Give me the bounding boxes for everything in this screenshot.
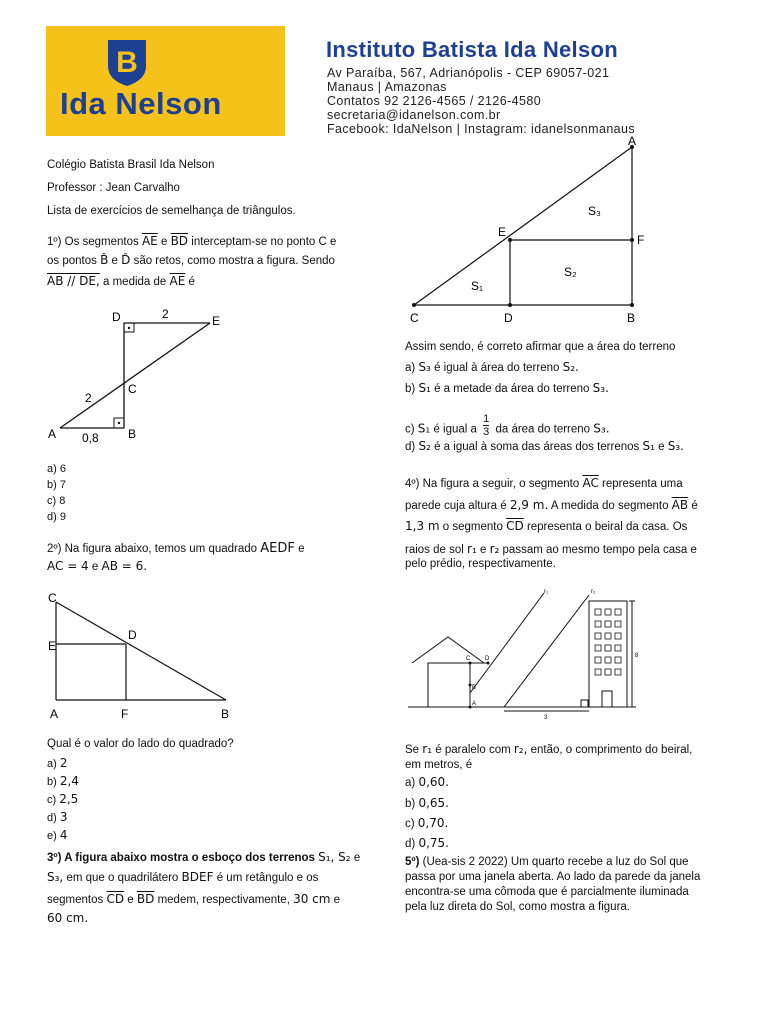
- q5-line2: passa por uma janela aberta. Ao lado da parede da janela: [405, 871, 701, 883]
- q3-line4: 60 cm.: [47, 911, 89, 925]
- q1-option-c: c) 8: [47, 495, 66, 507]
- q2-option-e: e) 4: [47, 828, 68, 842]
- q4-label-B: B: [472, 685, 477, 691]
- q4-line1: 4º) Na figura a seguir, o segmento $\overline{AC}$ representa uma: [405, 476, 683, 490]
- q3-fraction: $\frac{1}{3}$: [483, 413, 490, 438]
- q1-line2: os pontos B̂ e D̂ são retos, como mostra a figura. Sendo: [47, 253, 335, 267]
- q3-option-d: d) S₂ é a igual à soma das áreas dos terrenos S₁ e S₃.: [405, 439, 684, 453]
- q2-figure: [40, 588, 240, 723]
- q4-se-line1: Se r₁ é paralelo com r₂, então, o comprimento do beiral,: [405, 742, 693, 756]
- q3-label-D: D: [504, 311, 513, 325]
- q1-label-D: D: [112, 310, 121, 324]
- q4-line3: 1,3 m o segmento $\overline{CD}$ representa o beiral da casa. Os: [405, 519, 688, 533]
- logo-shield-icon: [104, 36, 150, 88]
- q1-figure: [40, 305, 240, 450]
- q2-option-a: a) 2: [47, 756, 68, 770]
- q4-se-line2: em metros, é: [405, 759, 473, 771]
- q5-line3: encontra-se uma cômoda que é parcialmente iluminada: [405, 886, 689, 898]
- q3-label-S3: S₃: [588, 204, 601, 218]
- q4-option-a: a) 0,60.: [405, 775, 449, 789]
- q1-label-C: C: [128, 382, 137, 396]
- q2-label-B: B: [221, 707, 230, 721]
- institute-email: secretaria@idanelson.com.br: [327, 108, 501, 122]
- q3-assim: Assim sendo, é correto afirmar que a área do terreno: [405, 341, 676, 353]
- q3-label-C: C: [410, 311, 419, 325]
- q4-label-r2: r₂: [591, 589, 596, 595]
- q4-label-3: 3: [544, 715, 548, 721]
- q3-line2: S₃, em que o quadrilátero BDEF é um retângulo e os: [47, 870, 319, 884]
- q3-figure: [400, 135, 668, 325]
- q4-label-8: 8: [635, 653, 639, 659]
- school-name: Colégio Batista Brasil Ida Nelson: [47, 159, 215, 171]
- q1-label-AB: 0,8: [82, 431, 99, 445]
- q1-option-d: d) 9: [47, 511, 66, 523]
- institute-social: Facebook: IdaNelson | Instagram: idanelsonmanaus: [327, 122, 636, 136]
- q3-line1: 3º) A figura abaixo mostra o esboço dos terrenos S₁, S₂ e: [47, 850, 361, 864]
- teacher-name: Professor : Jean Carvalho: [47, 182, 180, 194]
- q1-option-a: a) 6: [47, 463, 66, 475]
- logo-letter: B: [116, 46, 138, 79]
- institute-address: Av Paraíba, 567, Adrianópolis - CEP 69057-021: [327, 66, 610, 80]
- q3-option-c: c) S₁ é igual a $\frac{1}{3}$ da área do terreno S₃.: [405, 413, 610, 438]
- q3-label-S2: S₂: [564, 265, 577, 279]
- q2-label-A: A: [50, 707, 59, 721]
- q2-line2: AC = 4 e AB = 6.: [47, 559, 148, 573]
- q4-option-b: b) 0,65.: [405, 796, 449, 810]
- q2-label-D: D: [128, 628, 137, 642]
- q5-line1: 5º) (Uea-sis 2 2022) Um quarto recebe a luz do Sol que: [405, 856, 689, 868]
- q5-line4: pela luz direta do Sol, como mostra a figura.: [405, 901, 631, 913]
- q1-line1: 1º) Os segmentos $\overline{AE}$ e $\overline{BD}$ interceptam-se no ponto C e: [47, 234, 337, 248]
- q4-line2: parede cuja altura é 2,9 m. A medida do segmento $\overline{AB}$ é: [405, 498, 698, 512]
- q4-line4: raios de sol r₁ e r₂ passam ao mesmo tempo pela casa e: [405, 542, 697, 556]
- q4-label-C: C: [466, 656, 471, 662]
- q3-line3: segmentos $\overline{CD}$ e $\overline{BD}$ medem, respectivamente, 30 cm e: [47, 892, 341, 906]
- q1-label-AC: 2: [85, 391, 92, 405]
- list-title: Lista de exercícios de semelhança de triângulos.: [47, 205, 296, 217]
- q4-label-r1: r₁: [544, 589, 549, 595]
- q1-option-b: b) 7: [47, 479, 66, 491]
- q4-label-A: A: [472, 701, 477, 707]
- q1-line3: AB // DE, a medida de $\overline{AE}$ é: [47, 274, 195, 288]
- q2-label-C: C: [48, 591, 57, 605]
- q4-figure: [404, 585, 654, 725]
- q3-label-B: B: [627, 311, 636, 325]
- q4-option-d: d) 0,75.: [405, 836, 449, 850]
- q3-label-S1: S₁: [471, 279, 484, 293]
- q3-label-E: E: [498, 225, 507, 239]
- q2-line1: 2º) Na figura abaixo, temos um quadrado AEDF e: [47, 541, 305, 556]
- q1-label-DE: 2: [162, 307, 169, 321]
- institute-contacts: Contatos 92 2126-4565 / 2126-4580: [327, 94, 542, 108]
- q3-label-A: A: [628, 135, 637, 148]
- q4-line5: pelo prédio, respectivamente.: [405, 558, 556, 570]
- q1-label-E: E: [212, 314, 221, 328]
- q2-question: Qual é o valor do lado do quadrado?: [47, 738, 234, 750]
- q2-option-d: d) 3: [47, 810, 68, 824]
- q2-label-F: F: [121, 707, 129, 721]
- logo-text: Ida Nelson: [60, 86, 222, 121]
- q3-option-b: b) S₁ é a metade da área do terreno S₃.: [405, 381, 609, 395]
- q2-option-b: b) 2,4: [47, 774, 79, 788]
- q4-label-D: D: [485, 656, 490, 662]
- q2-label-E: E: [48, 639, 57, 653]
- institute-city: Manaus | Amazonas: [327, 80, 447, 94]
- q1-label-B: B: [128, 427, 137, 441]
- q3-label-F: F: [637, 233, 645, 247]
- q2-option-c: c) 2,5: [47, 792, 79, 806]
- q3-option-a: a) S₃ é igual à área do terreno S₂.: [405, 360, 579, 374]
- q4-option-c: c) 0,70.: [405, 816, 449, 830]
- q1-label-A: A: [48, 427, 57, 441]
- institute-title: Instituto Batista Ida Nelson: [326, 37, 618, 62]
